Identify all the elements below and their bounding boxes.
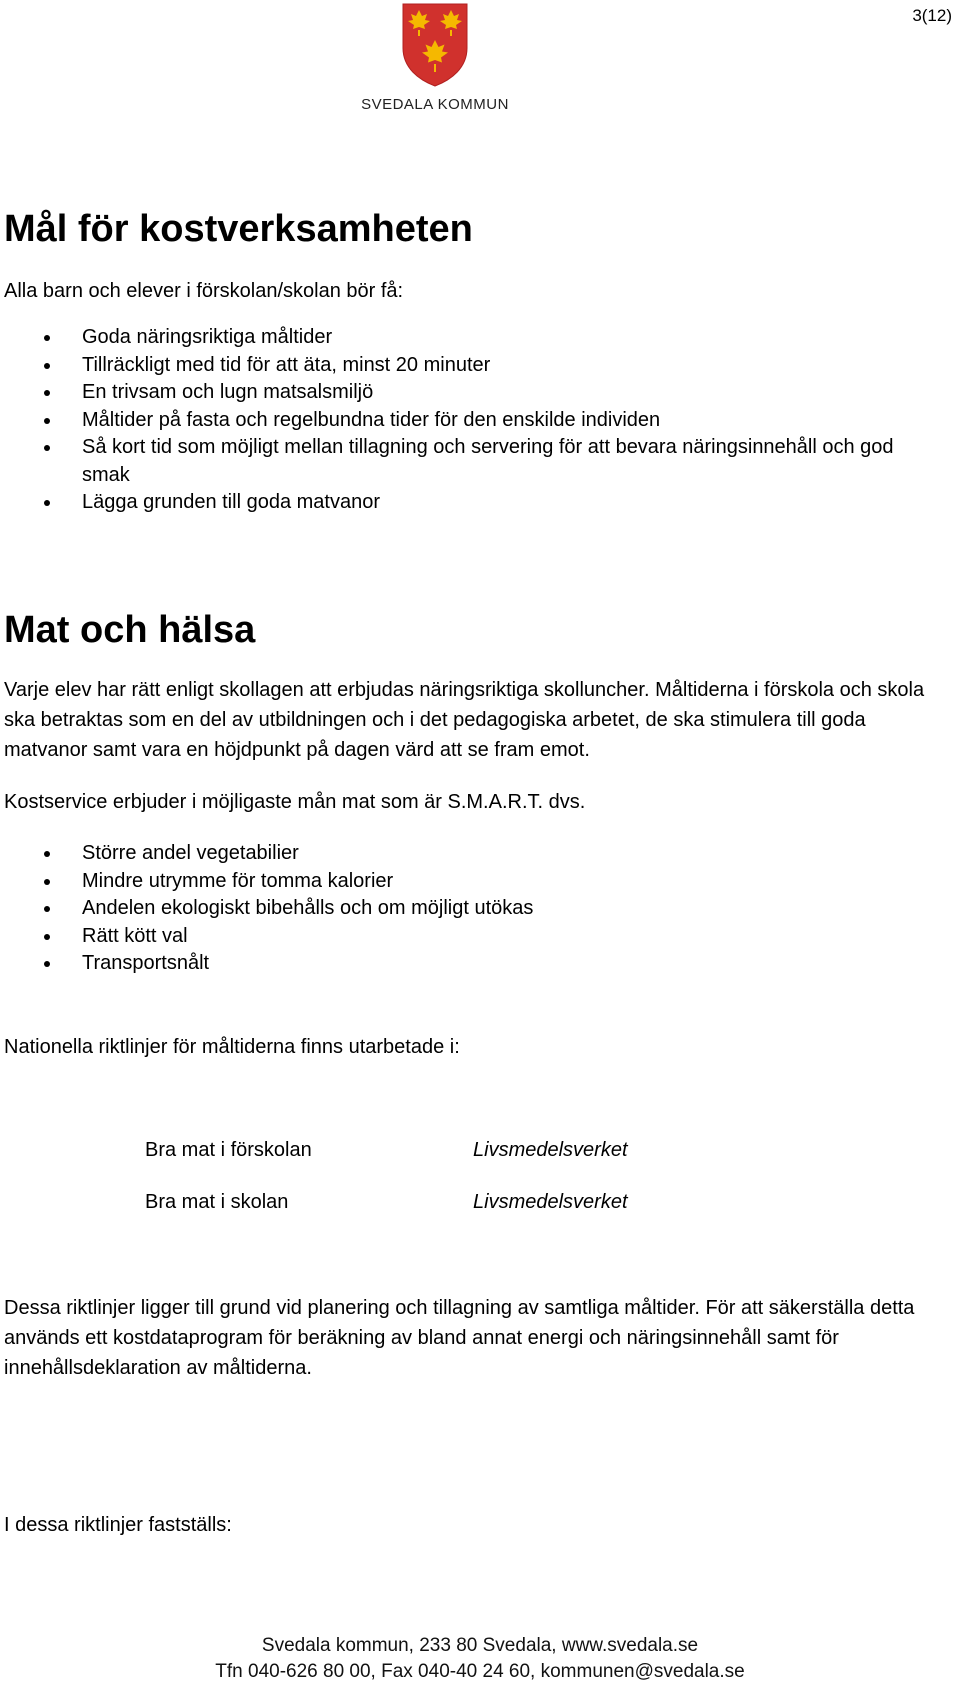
list-item: Rätt kött val [0, 923, 930, 951]
guideline-title: Bra mat i skolan [145, 1191, 289, 1213]
list-item: Mindre utrymme för tomma kalorier [0, 868, 930, 896]
footer-address: Svedala kommun, 233 80 Svedala, www.svedala.se [261, 1635, 699, 1656]
list-item: Måltider på fasta och regelbundna tider för den enskilde individen [0, 407, 930, 435]
guideline-source: Livsmedelsverket [473, 1191, 628, 1213]
guideline-source: Livsmedelsverket [473, 1139, 628, 1161]
list-item: Transportsnålt [0, 950, 930, 978]
goals-list [0, 324, 930, 517]
list-item: Andelen ekologiskt bibehålls och om möjligt utökas [0, 895, 930, 923]
guidelines-paragraph: Dessa riktlinjer ligger till grund vid planering och tillagning av samtliga måltider. För att säkerställa detta används ett kostdataprogram för beräkning av bland annat energi och näringsinnehåll samt för innehållsdeklaration av måltiderna. [4, 1297, 915, 1379]
established-intro: I dessa riktlinjer fastställs: [4, 1514, 232, 1536]
section-heading-food-health: Mat och hälsa [4, 609, 256, 651]
footer-contact: Tfn 040-626 80 00, Fax 040-40 24 60, kommunen@svedala.se [215, 1661, 745, 1682]
guidelines-intro: Nationella riktlinjer för måltiderna finns utarbetade i: [4, 1036, 460, 1058]
section-heading-goals: Mål för kostverksamheten [4, 208, 473, 250]
list-item: En trivsam och lugn matsalsmiljö [0, 379, 930, 407]
food-health-paragraph: Varje elev har rätt enligt skollagen att erbjudas näringsriktiga skolluncher. Måltiderna i förskola och skola ska betraktas som en del av utbildningen och i det pedagogiska arbetet, de ska stimulera till goda matvanor samt vara en höjdpunkt på dagen värd att se fram emot. [4, 679, 925, 761]
list-item: Tillräckligt med tid för att äta, minst 20 minuter [0, 352, 930, 380]
page-number: 3(12) [912, 6, 952, 25]
guideline-title: Bra mat i förskolan [145, 1139, 312, 1161]
smart-intro: Kostservice erbjuder i möjligaste mån mat som är S.M.A.R.T. dvs. [4, 791, 586, 813]
coat-of-arms-icon [401, 2, 469, 88]
list-item: Goda näringsriktiga måltider [0, 324, 930, 352]
list-item: Så kort tid som möjligt mellan tillagning och servering för att bevara näringsinnehåll och god smak [0, 434, 930, 489]
municipality-logo [355, 0, 515, 120]
logo-text: SVEDALA KOMMUN [361, 96, 509, 113]
list-item: Lägga grunden till goda matvanor [0, 489, 930, 517]
goals-intro: Alla barn och elever i förskolan/skolan bör få: [4, 280, 404, 302]
smart-list [0, 840, 930, 978]
list-item: Större andel vegetabilier [0, 840, 930, 868]
